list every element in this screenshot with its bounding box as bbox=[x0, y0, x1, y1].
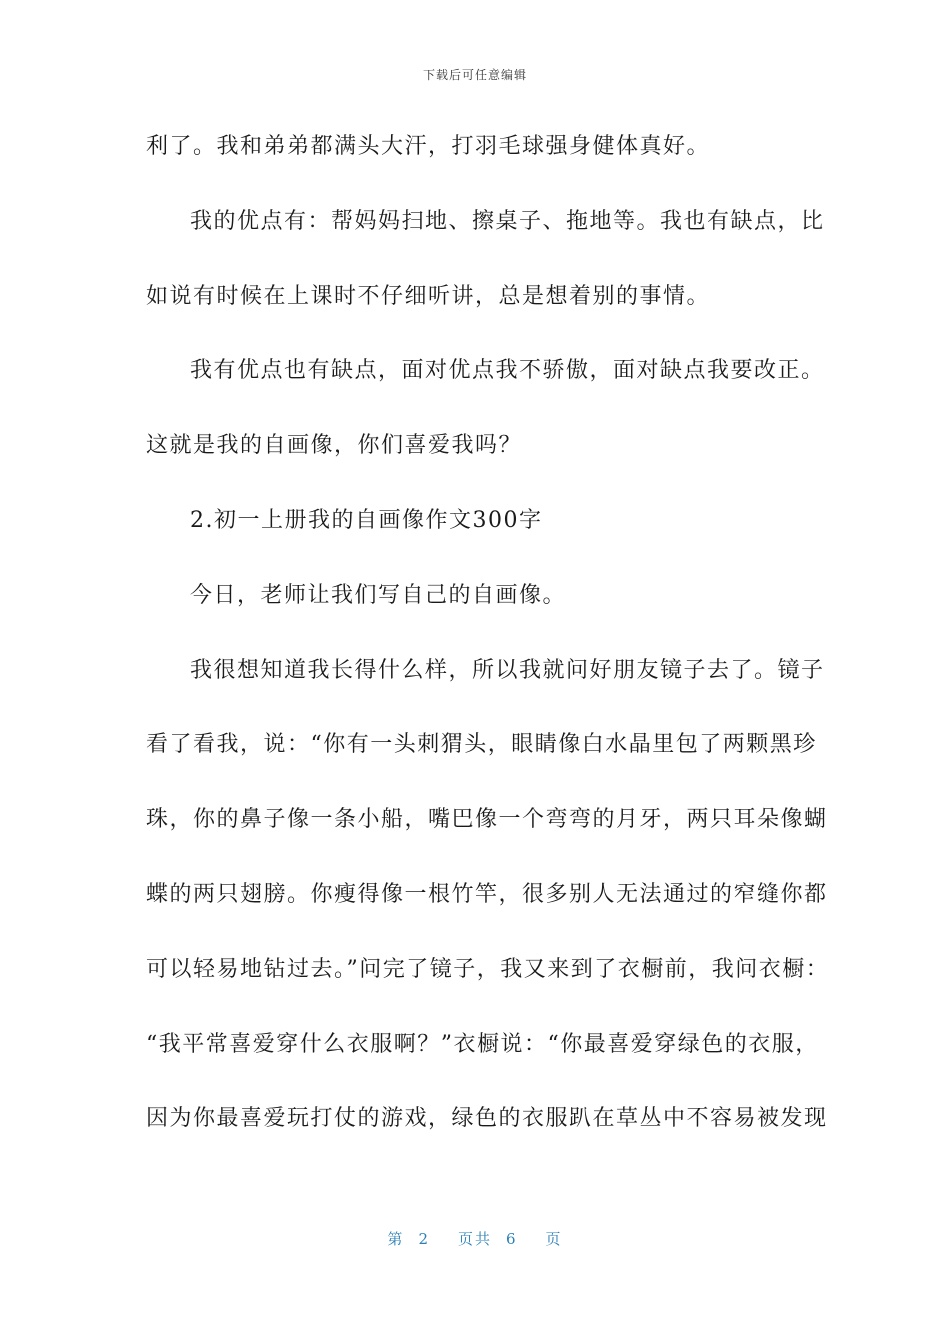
text-line: 因为你最喜爱玩打仗的游戏，绿色的衣服趴在草丛中不容易被发现 bbox=[146, 1106, 828, 1132]
footer-suffix: 页 bbox=[545, 1230, 563, 1248]
text-line: 珠，你的鼻子像一条小船，嘴巴像一个弯弯的月牙，两只耳朵像蝴 bbox=[146, 807, 828, 833]
page-footer bbox=[0, 1228, 950, 1249]
text-line: 看了看我，说：“你有一头刺猬头，眼睛像白水晶里包了两颗黑珍 bbox=[146, 732, 817, 758]
paragraph-line: 我的优点有：帮妈妈扫地、擦桌子、拖地等。我也有缺点，比 bbox=[190, 208, 825, 234]
total-page-number: 6 bbox=[506, 1230, 518, 1248]
text-line: 如说有时候在上课时不仔细听讲，总是想着别的事情。 bbox=[146, 283, 711, 309]
paragraph-line: 今日，老师让我们写自己的自画像。 bbox=[190, 582, 567, 608]
footer-middle: 页共 bbox=[457, 1230, 492, 1248]
page-header: 下载后可任意编辑 bbox=[422, 68, 527, 82]
text-line: 这就是我的自画像，你们喜爱我吗？ bbox=[146, 433, 523, 459]
paragraph-line: 我很想知道我长得什么样，所以我就问好朋友镜子去了。镜子 bbox=[190, 657, 825, 683]
paragraph-line: 我有优点也有缺点，面对优点我不骄傲，面对缺点我要改正。 bbox=[190, 358, 825, 384]
section-heading: 2.初一上册我的自画像作文300字 bbox=[190, 507, 543, 533]
text-line: “我平常喜爱穿什么衣服啊？”衣橱说：“你最喜爱穿绿色的衣服， bbox=[146, 1031, 819, 1057]
text-line: 可以轻易地钻过去。”问完了镜子，我又来到了衣橱前，我问衣橱： bbox=[146, 956, 830, 982]
document-body bbox=[146, 125, 830, 1172]
current-page-number: 2 bbox=[418, 1230, 430, 1248]
text-line: 利了。我和弟弟都满头大汗，打羽毛球强身健体真好。 bbox=[146, 134, 711, 159]
text-line: 蝶的两只翅膀。你瘦得像一根竹竿，很多别人无法通过的窄缝你都 bbox=[146, 881, 828, 907]
footer-prefix: 第 bbox=[387, 1230, 405, 1248]
